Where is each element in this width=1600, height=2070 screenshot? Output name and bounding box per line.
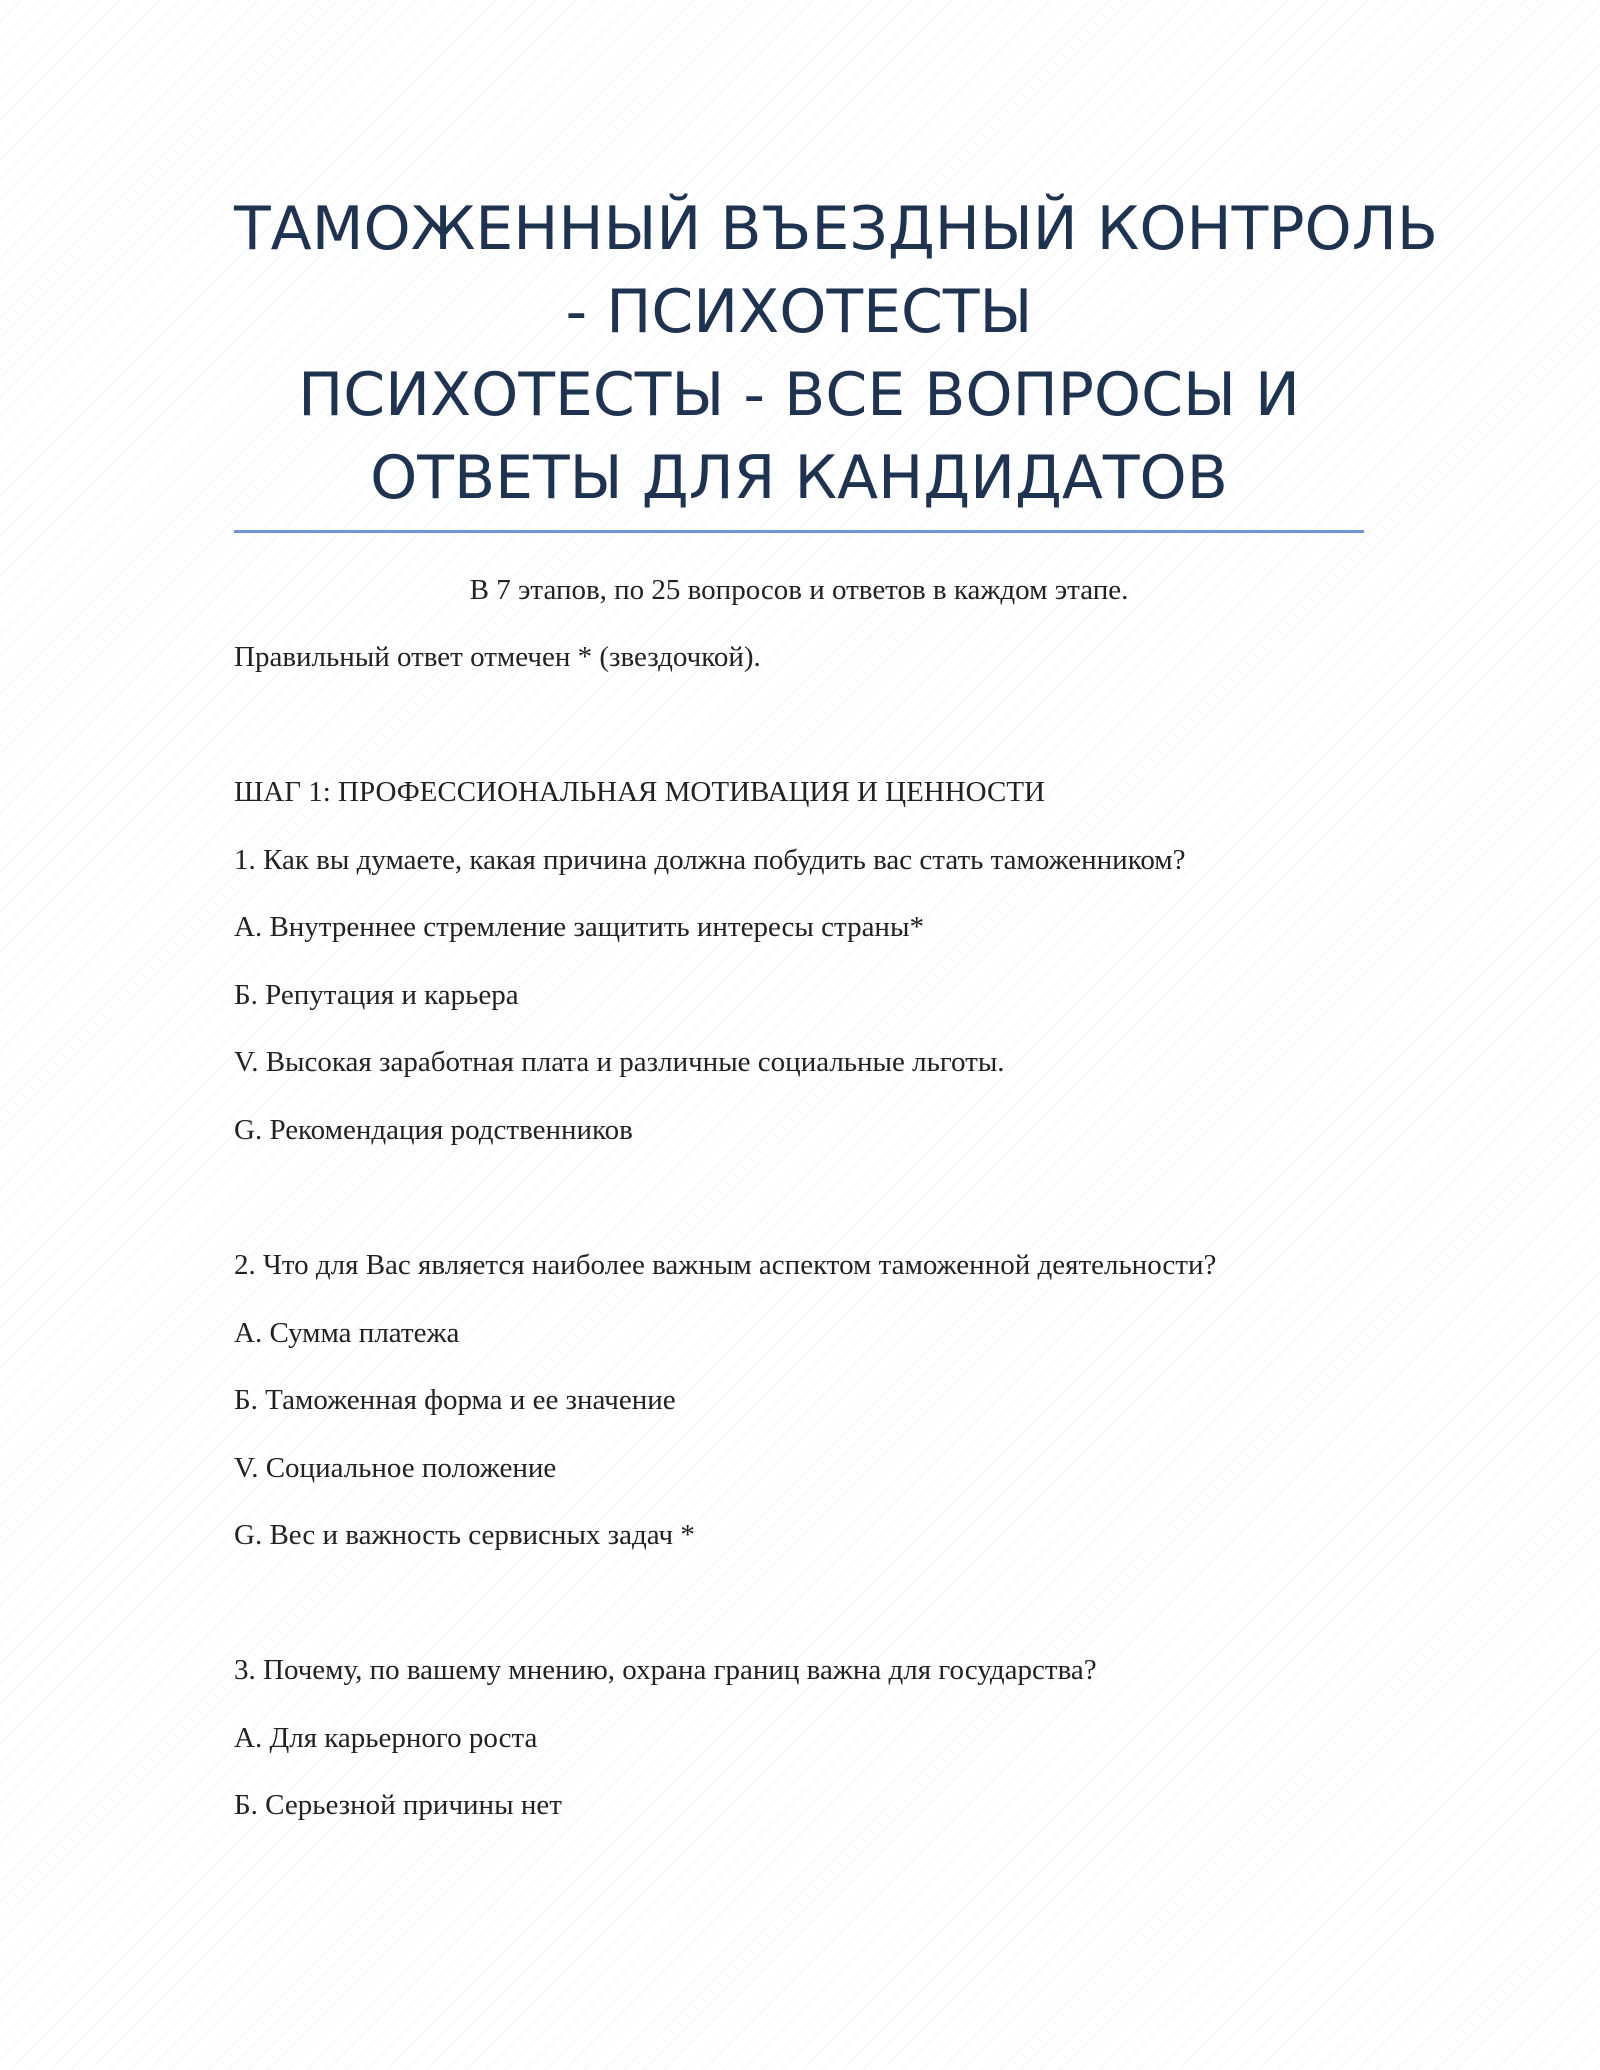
- answer-1a: А. Внутреннее стремление защитить интересы страны*: [234, 911, 924, 943]
- answer-1d: G. Рекомендация родственников: [234, 1114, 633, 1146]
- title-line-1: ТАМОЖЕННЫЙ ВЪЕЗДНЫЙ КОНТРОЛЬ: [234, 194, 1439, 264]
- intro-centered: В 7 этапов, по 25 вопросов и ответов в каждом этапе.: [469, 574, 1129, 606]
- answer-3a: А. Для карьерного роста: [234, 1722, 538, 1754]
- answer-2c: V. Социальное положение: [234, 1452, 557, 1484]
- answer-1c: V. Высокая заработная плата и различные социальные льготы.: [234, 1046, 1005, 1078]
- answer-1b: Б. Репутация и карьера: [234, 979, 519, 1011]
- title-line-3: ПСИХОТЕСТЫ - ВСЕ ВОПРОСЫ И: [298, 360, 1300, 430]
- question-1: 1. Как вы думаете, какая причина должна побудить вас стать таможенником?: [234, 844, 1186, 876]
- answer-2d: G. Вес и важность сервисных задач *: [234, 1519, 695, 1551]
- title-underline: [234, 530, 1364, 533]
- question-3: 3. Почему, по вашему мнению, охрана границ важна для государства?: [234, 1654, 1097, 1686]
- intro-note: Правильный ответ отмечен * (звездочкой).: [234, 641, 761, 673]
- title-line-2: - ПСИХОТЕСТЫ: [565, 277, 1033, 347]
- answer-3b: Б. Серьезной причины нет: [234, 1789, 562, 1821]
- title-line-4: ОТВЕТЫ ДЛЯ КАНДИДАТОВ: [370, 443, 1228, 513]
- answer-2a: А. Сумма платежа: [234, 1317, 460, 1349]
- question-2: 2. Что для Вас является наиболее важным аспектом таможенной деятельности?: [234, 1249, 1217, 1281]
- answer-2b: Б. Таможенная форма и ее значение: [234, 1384, 676, 1416]
- document-title: [234, 188, 1439, 520]
- step-heading: ШАГ 1: ПРОФЕССИОНАЛЬНАЯ МОТИВАЦИЯ И ЦЕННОСТИ: [234, 776, 1045, 808]
